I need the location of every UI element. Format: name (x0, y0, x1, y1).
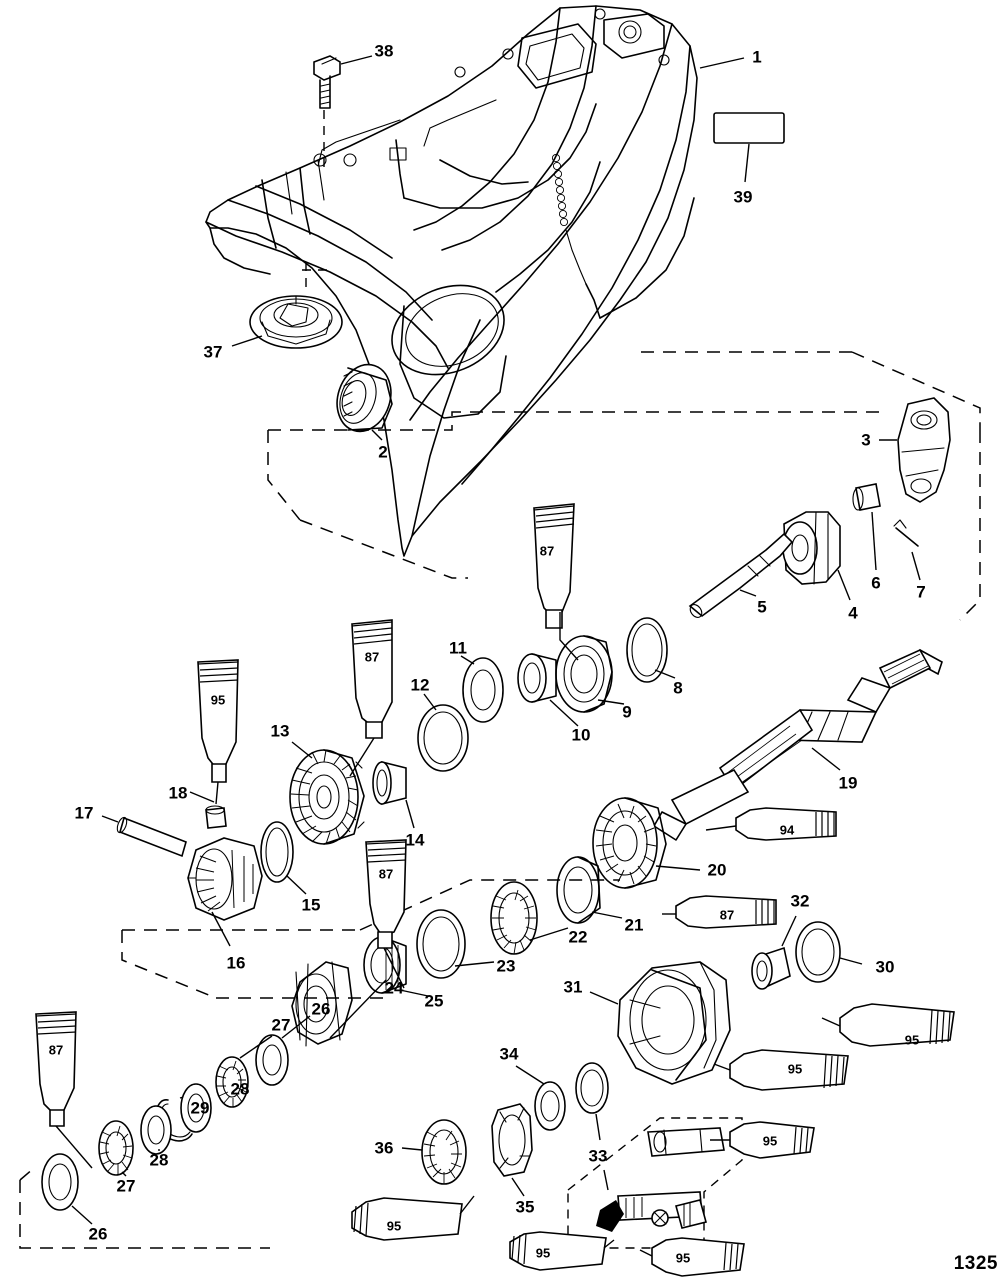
callout-21: 21 (624, 915, 644, 935)
callout-2: 2 (378, 442, 388, 462)
callout-3: 3 (861, 430, 871, 450)
callout-8: 8 (673, 678, 683, 698)
leader-6 (872, 512, 876, 570)
callout-24: 24 (384, 978, 404, 998)
callout-10: 10 (571, 725, 591, 745)
callout-37: 37 (203, 342, 223, 362)
lubricant-tube-95-g (640, 1238, 744, 1276)
leader-21 (592, 912, 622, 918)
callout-36: 36 (374, 1138, 394, 1158)
part-8-o-ring (627, 618, 675, 682)
callout-31: 31 (563, 977, 583, 997)
callout-27-a: 27 (271, 1015, 291, 1035)
callout-16: 16 (226, 953, 246, 973)
tube-label-94: 94 (779, 822, 795, 838)
part-4-shift-cam (783, 512, 850, 600)
tube-label-87-a: 87 (539, 543, 555, 559)
part-11-shim (461, 656, 503, 722)
leader-13 (292, 742, 312, 758)
leader-37 (232, 336, 262, 346)
dashed-seg-ll (20, 1168, 34, 1180)
dashed-group-housing-bottom (300, 520, 468, 578)
callout-15: 15 (301, 895, 321, 915)
leader-12 (424, 694, 436, 710)
part-37-cap (232, 262, 342, 348)
leader-18 (190, 792, 214, 802)
part-30-o-ring (796, 922, 862, 982)
tube-label-95-e: 95 (386, 1218, 402, 1234)
leader-32 (782, 916, 796, 946)
part-23-o-ring (417, 910, 494, 978)
callout-23: 23 (496, 956, 516, 976)
callout-19: 19 (838, 773, 858, 793)
leader-34 (516, 1066, 544, 1084)
part-36-bearing (402, 1120, 466, 1184)
leader-19 (812, 748, 840, 770)
part-14-sleeve (373, 762, 414, 828)
callout-38: 38 (374, 41, 394, 61)
callout-30: 30 (875, 957, 895, 977)
leader-17 (102, 816, 118, 822)
callout-1: 1 (752, 47, 762, 67)
callout-29: 29 (190, 1098, 210, 1118)
leader-20 (656, 866, 700, 870)
tube-label-95-b: 95 (904, 1032, 920, 1048)
dashed-group-right (960, 430, 980, 620)
part-17-pin (102, 816, 186, 856)
lubricant-tube-87-e (36, 1012, 92, 1168)
callout-22: 22 (568, 927, 588, 947)
lubricant-tube-87-b (350, 620, 392, 776)
part-15-o-ring (261, 822, 306, 894)
tube-label-95-a: 95 (210, 692, 226, 708)
callout-25: 25 (424, 991, 444, 1011)
callout-6: 6 (871, 573, 881, 593)
leader-39 (745, 144, 749, 182)
part-33-o-ring (576, 1063, 608, 1140)
part-26-thrust-washer-b (42, 1154, 92, 1224)
part-32-spacer (752, 916, 796, 989)
leader-26b (72, 1206, 92, 1224)
leader-14 (406, 800, 414, 828)
part-5-shift-shaft (688, 534, 792, 620)
callout-28-b: 28 (149, 1150, 169, 1170)
lubricant-tube-95-a (198, 660, 238, 804)
callout-9: 9 (622, 702, 632, 722)
leader-4 (838, 570, 850, 600)
part-18-detent (190, 792, 226, 828)
callout-12: 12 (410, 675, 430, 695)
leader-7 (912, 552, 920, 580)
lubricant-tube-95-e (352, 1196, 474, 1240)
callout-4: 4 (848, 603, 858, 623)
callout-5: 5 (757, 597, 767, 617)
leader-30 (840, 958, 862, 964)
lubricant-tube-95-b (822, 1004, 954, 1046)
sheet-code: 1325 (953, 1253, 998, 1274)
leader-33 (596, 1114, 600, 1140)
part-31-bearing-carrier (590, 962, 730, 1084)
callout-26-b: 26 (88, 1224, 108, 1244)
leader-38 (341, 56, 372, 64)
leader-5 (740, 590, 756, 596)
callout-39: 39 (733, 187, 753, 207)
callout-28-a: 28 (230, 1079, 250, 1099)
dashed-group-clutch-left (122, 930, 216, 998)
callout-17: 17 (74, 803, 94, 823)
tube-label-95-c: 95 (787, 1061, 803, 1077)
lubricant-tube-95-f (510, 1232, 614, 1270)
part-39-plate (714, 113, 784, 182)
callout-34: 34 (499, 1044, 519, 1064)
callout-20: 20 (707, 860, 727, 880)
shift-assembly-group (568, 1118, 742, 1248)
tube-label-87-b: 87 (364, 649, 380, 665)
leader-36 (402, 1148, 422, 1150)
callout-13: 13 (270, 721, 290, 741)
callout-18: 18 (168, 783, 188, 803)
tube-label-95-d: 95 (762, 1133, 778, 1149)
part-35-retainer (492, 1104, 532, 1196)
dashed-group-housing-left (268, 430, 300, 520)
callout-14: 14 (405, 830, 425, 850)
part-12-o-ring (418, 694, 468, 771)
leader-2 (372, 430, 382, 440)
callout-33: 33 (588, 1146, 608, 1166)
callout-26-a: 26 (311, 999, 331, 1019)
lubricant-tube-87-a (534, 504, 578, 660)
callout-35: 35 (515, 1197, 535, 1217)
lubricant-tube-95-c (714, 1050, 848, 1090)
tube-label-87-d: 87 (719, 907, 735, 923)
tube-label-87-c: 87 (378, 866, 394, 882)
leader-1 (700, 58, 744, 68)
leader-35 (512, 1178, 524, 1196)
part-27-bearing-b (99, 1121, 133, 1176)
callout-27-b: 27 (116, 1176, 136, 1196)
part-13-forward-gear (290, 742, 364, 844)
callout-7: 7 (916, 582, 926, 602)
tube-label-95-g: 95 (675, 1250, 691, 1266)
tube-label-95-f: 95 (535, 1245, 551, 1261)
part-2-seal (329, 358, 399, 440)
part-3-shift-bracket (879, 398, 950, 502)
leader-31 (590, 992, 618, 1004)
leader-15 (287, 876, 306, 894)
tube-label-87-e: 87 (48, 1042, 64, 1058)
lubricant-tube-94 (706, 808, 836, 840)
part-7-pin (894, 520, 920, 580)
callout-11: 11 (449, 638, 467, 658)
callout-32: 32 (790, 891, 810, 911)
part-6-bushing (853, 484, 880, 570)
part-28-washer-b (141, 1106, 171, 1154)
gear-housing-body (203, 6, 697, 559)
water-passage-dots (552, 154, 586, 284)
